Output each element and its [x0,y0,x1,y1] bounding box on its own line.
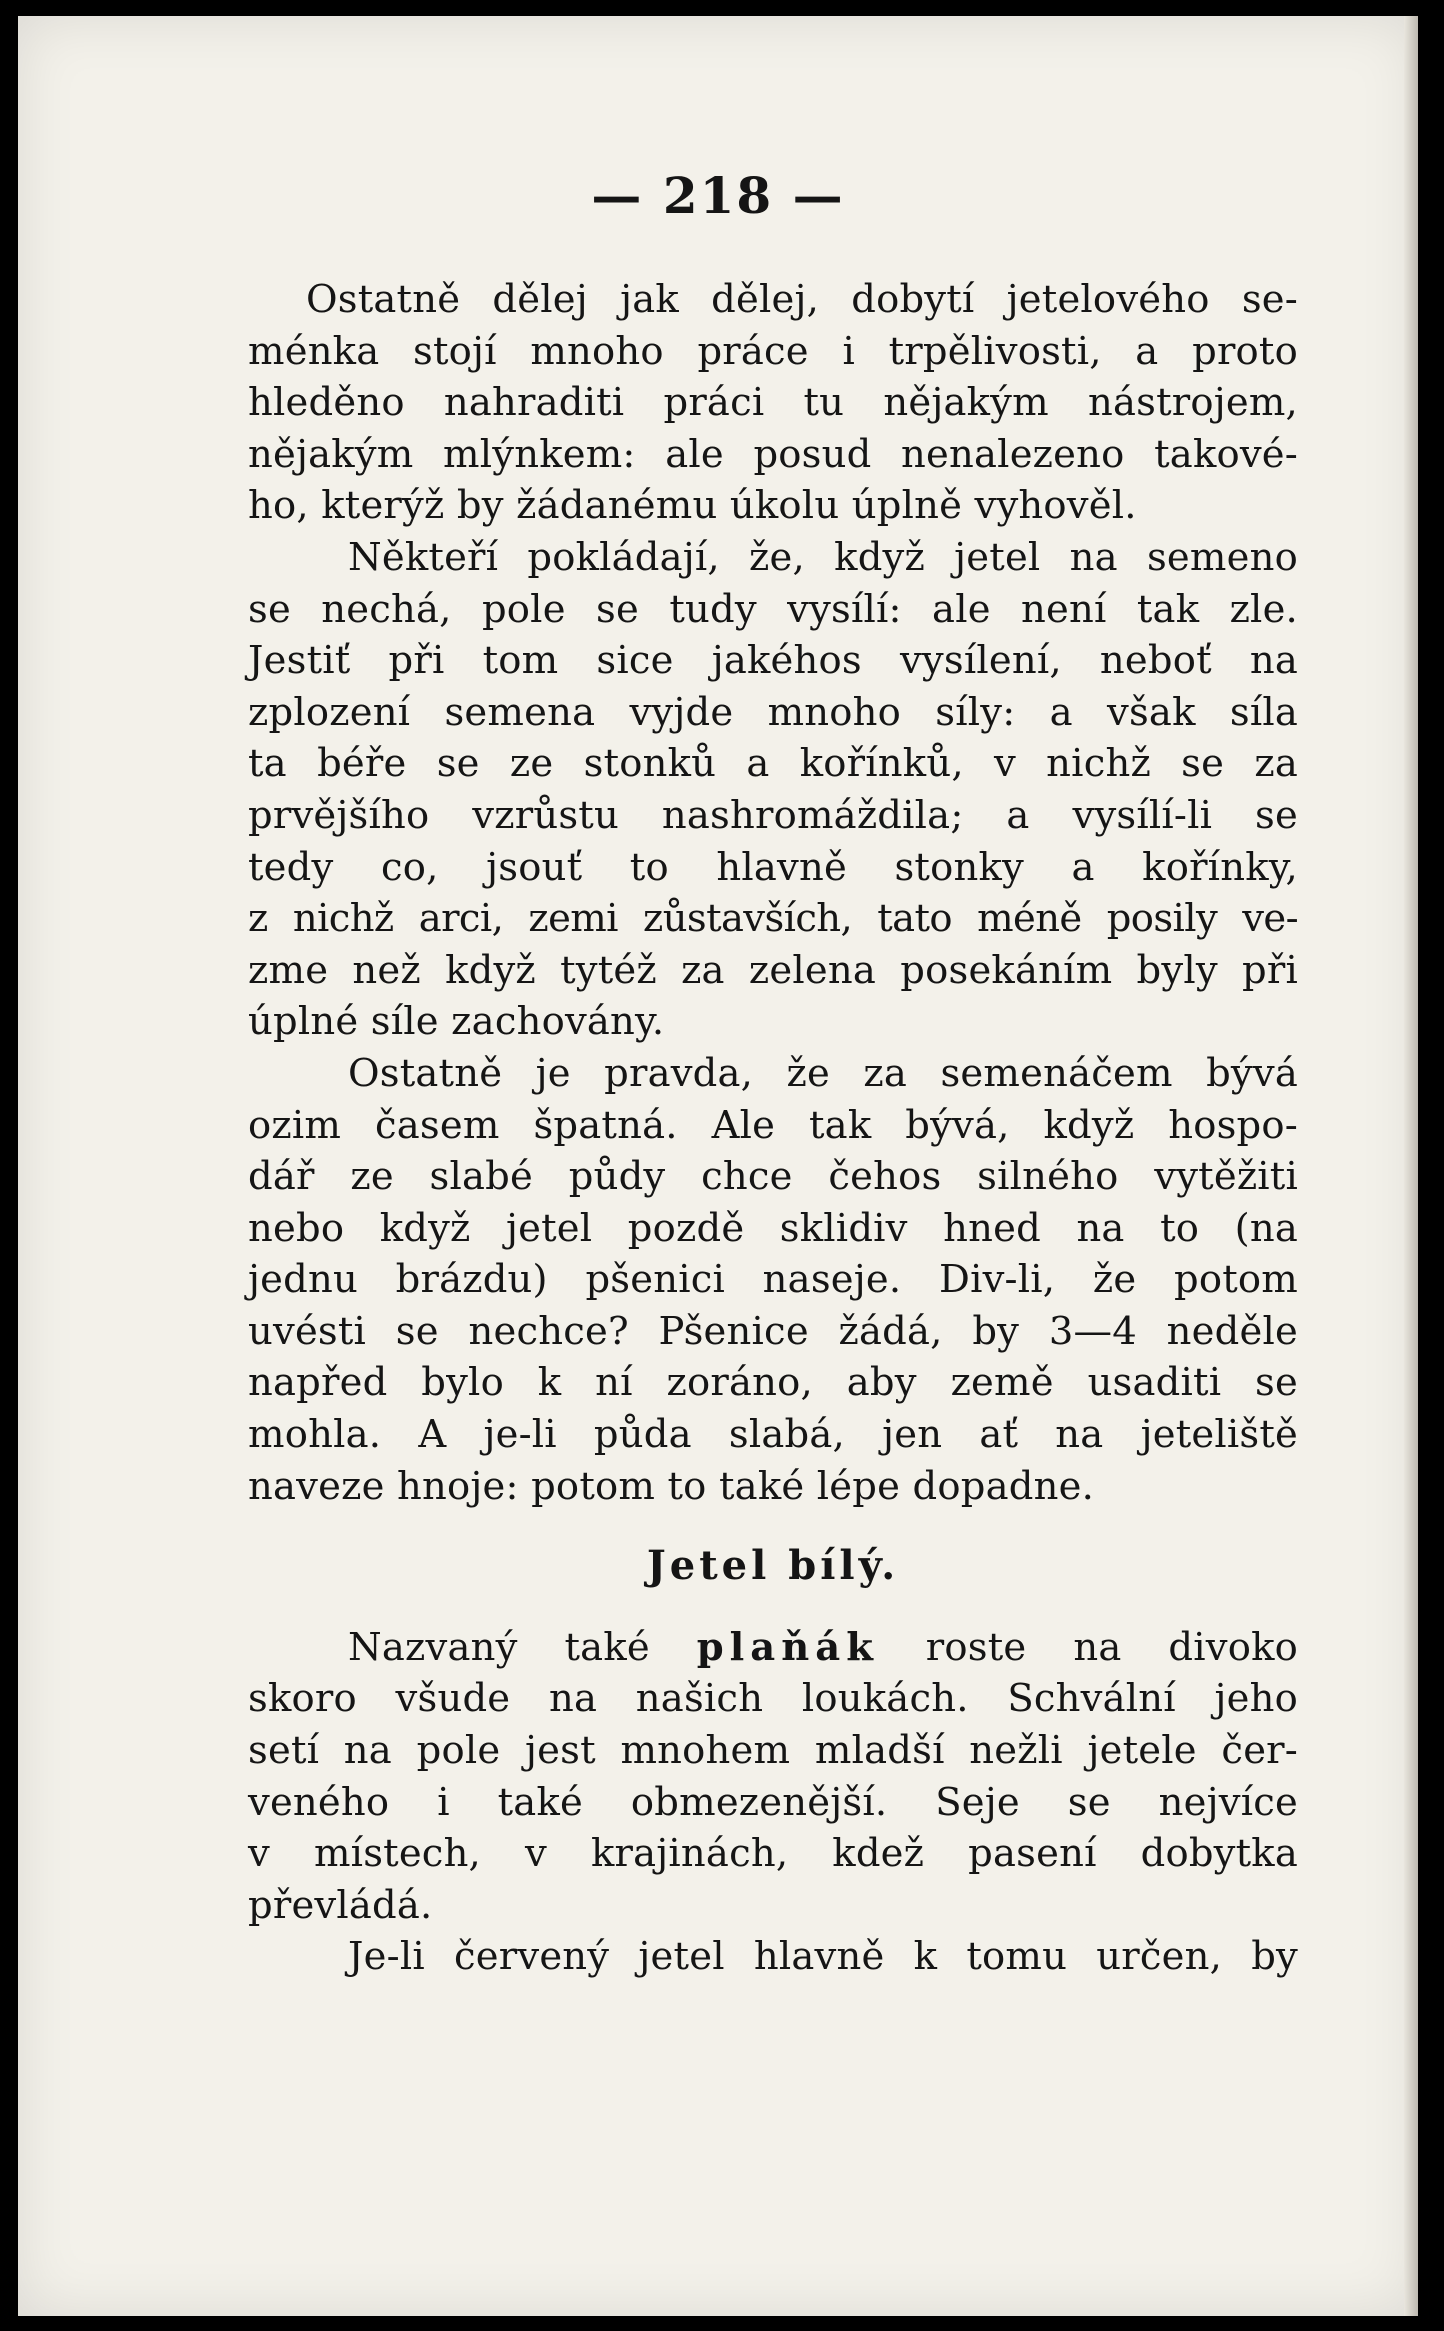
text-line: Ostatně dělej jak dělej, dobytí jetelového se- [306,277,1298,322]
text-line: setí na pole jest mnohem mladší nežli jetele čer- [248,1728,1298,1774]
text-line: Někteří pokládají, že, když jetel na semeno [348,534,1298,580]
page-number: — 218 — [591,166,845,225]
paragraph [248,1931,1298,1983]
text-line: nebo když jetel pozdě sklidiv hned na to (na [248,1205,1298,1251]
text-line [248,1622,1298,1674]
text-line: ozim časem špatná. Ale tak bývá, když hospo- [248,1102,1298,1148]
text-line: nějakým mlýnkem: ale posud nenalezeno takové- [248,431,1298,477]
text-line: Je-li červený jetel hlavně k tomu určen, by [348,1934,1298,1980]
text-line: převládá. [248,1882,433,1928]
paragraph [248,532,1298,1048]
page-body [248,274,1298,1983]
text-line: prvějšího vzrůstu nashromáždila; a vysílí-li se [248,792,1298,838]
section-heading: Jetel bílý. [646,1542,900,1590]
text-line: ta béře se ze stonků a kořínků, v nichž se za [248,741,1298,787]
text-line: skoro všude na našich loukách. Schvální jeho [248,1676,1298,1722]
text-line: mohla. A je-li půda slabá, jen ať na jeteliště [248,1412,1298,1458]
paragraph [248,274,1298,532]
text-line: hleděno nahraditi práci tu nějakým nástrojem, [248,380,1298,426]
text-line: tedy co, jsouť to hlavně stonky a kořínky, [248,844,1298,890]
text-line: uvésti se nechce? Pšenice žádá, by 3—4 neděle [248,1308,1298,1354]
paragraph [248,1048,1298,1512]
text-line: jednu brázdu) pšenici naseje. Div-li, že potom [248,1257,1298,1303]
text-line: v místech, v krajinách, kdež pasení dobytka [248,1831,1298,1877]
text-line: ho, kterýž by žádanému úkolu úplně vyhověl. [248,483,1137,529]
paragraph [248,1622,1298,1932]
text-line: z nichž arci, zemi zůstavších, tato méně posily ve- [248,896,1298,942]
text-line: Ostatně je pravda, že za semenáčem bývá [348,1050,1298,1096]
text-line: úplné síle zachovány. [248,999,665,1045]
text-line: ménka stojí mnoho práce i trpělivosti, a proto [248,328,1298,374]
text-line: Jestiť při tom sice jakéhos vysílení, neboť na [248,638,1298,684]
text-line: zme než když tytéž za zelena posekáním byly při [248,947,1298,993]
text-line: napřed bylo k ní zoráno, aby země usaditi se [248,1360,1298,1406]
text-fragment: Nazvaný také [348,1624,697,1670]
text-line: zplození semena vyjde mnoho síly: a však síla [248,689,1298,735]
text-line: dář ze slabé půdy chce čehos silného vytěžiti [248,1154,1298,1200]
text-fragment: roste na divoko [878,1624,1298,1670]
text-line: se nechá, pole se tudy vysílí: ale není tak zle. [248,586,1298,632]
text-line: naveze hnoje: potom to také lépe dopadne. [248,1463,1095,1509]
book-page [18,16,1418,2316]
spaced-term: plaňák [696,1624,879,1670]
page-edge-shadow [1404,16,1418,2316]
text-line: veného i také obmezenější. Seje se nejvíce [248,1779,1298,1825]
